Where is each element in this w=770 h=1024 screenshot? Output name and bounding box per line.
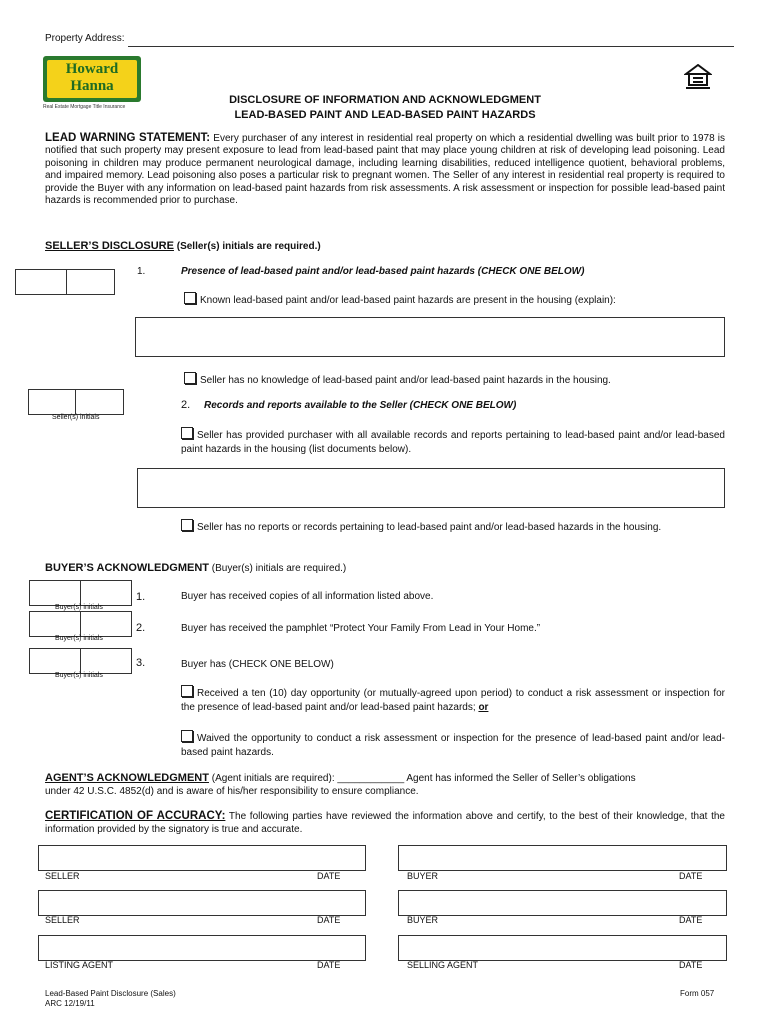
seller-signature-field-2[interactable]: [38, 890, 366, 916]
buyer-date-label-2: DATE: [679, 915, 703, 925]
buyer-initials-label-2: Buyer(s) initials: [55, 635, 103, 642]
seller-explain-field[interactable]: [135, 317, 725, 357]
agent-ack-text1: Agent has informed the Seller of Seller’s obligations: [406, 773, 636, 784]
seller-documents-field[interactable]: [137, 468, 725, 508]
seller-disclosure-heading-row: [45, 240, 321, 252]
seller-initials-box-2[interactable]: [28, 389, 124, 415]
buyer-signature-field-1[interactable]: [398, 845, 727, 871]
seller-item1-option-no-knowledge: Seller has no knowledge of lead-based paint and/or lead-based paint hazards in the housing.: [184, 372, 611, 386]
seller-date-label-1: DATE: [317, 871, 341, 881]
buyer-ack-note: (Buyer(s) initials are required.): [211, 563, 347, 574]
property-address-field[interactable]: [128, 46, 734, 47]
seller-date-label-2: DATE: [317, 915, 341, 925]
checkbox-icon[interactable]: [184, 292, 196, 304]
buyer-item2-text: Buyer has received the pamphlet “Protect Your Family From Lead in Your Home.”: [181, 623, 541, 634]
seller-item1-number: 1.: [137, 266, 146, 277]
seller-item2-option-none: Seller has no reports or records pertaining to lead-based paint and/or lead-based hazards in the housing.: [181, 519, 725, 535]
buyer-initials-box-2[interactable]: [29, 611, 132, 637]
buyer-item2-number: 2.: [136, 622, 146, 634]
seller-label-2: SELLER: [45, 915, 80, 925]
property-address-label: Property Address:: [45, 33, 125, 44]
footer-form-number: Form 057: [680, 989, 715, 998]
certification-paragraph: [45, 810, 725, 836]
agent-ack-paragraph: [45, 772, 725, 798]
title-line2: LEAD-BASED PAINT AND LEAD-BASED PAINT HAZARDS: [234, 109, 536, 121]
agent-ack-heading: AGENT’S ACKNOWLEDGMENT: [45, 772, 209, 784]
buyer-item3-option-received: Received a ten (10) day opportunity (or mutually-agreed upon period) to conduct a risk assessment or inspection for the presence of lead-based paint and/or lead-based paint hazards; or: [181, 685, 725, 714]
certification-text: The following parties have reviewed the information above and certify, to the best of their knowledge, that the information provided by the signatory is true and accurate.: [45, 811, 725, 835]
listing-agent-label: LISTING AGENT: [45, 960, 114, 970]
logo-tagline: Real Estate Mortgage Title Insurance: [43, 104, 126, 110]
buyer-label-1: BUYER: [407, 871, 439, 881]
checkbox-icon[interactable]: [184, 372, 196, 384]
buyer-initials-box-1[interactable]: [29, 580, 132, 606]
lead-warning-heading: LEAD WARNING STATEMENT:: [45, 132, 211, 144]
agent-initials-field[interactable]: ____________: [337, 773, 405, 784]
footer-revision: ARC 12/19/11: [45, 999, 95, 1008]
equal-housing-icon: [684, 64, 712, 90]
seller-disclosure-heading: SELLER’S DISCLOSURE: [45, 240, 174, 252]
checkbox-icon[interactable]: [181, 685, 193, 697]
agent-ack-note: (Agent initials are required):: [211, 773, 335, 784]
seller-label-1: SELLER: [45, 871, 80, 881]
buyer-item3-number: 3.: [136, 657, 146, 669]
buyer-ack-heading-row: [45, 562, 346, 574]
agent-ack-text2: under 42 U.S.C. 4852(d) and is aware of his/her responsibility to ensure compliance.: [45, 786, 419, 797]
lead-warning-paragraph: [45, 132, 725, 207]
checkbox-icon[interactable]: [181, 427, 193, 439]
listing-agent-signature-field[interactable]: [38, 935, 366, 961]
buyer-item3-option-waived: Waived the opportunity to conduct a risk assessment or inspection for the presence of lead-based paint and/or lead-based paint hazards.: [181, 730, 725, 759]
buyer-item3-text: Buyer has (CHECK ONE BELOW): [181, 659, 334, 670]
seller-item2-title: Records and reports available to the Seller (CHECK ONE BELOW): [204, 400, 517, 411]
selling-agent-date-label: DATE: [679, 960, 703, 970]
seller-signature-field-1[interactable]: [38, 845, 366, 871]
buyer-date-label-1: DATE: [679, 871, 703, 881]
seller-item1-option-known: Known lead-based paint and/or lead-based paint hazards are present in the housing (explain):: [184, 292, 616, 306]
buyer-item1-text: Buyer has received copies of all information listed above.: [181, 591, 434, 602]
buyer-initials-label-1: Buyer(s) initials: [55, 604, 103, 611]
logo-line2: Hanna: [70, 78, 114, 94]
buyer-ack-heading: BUYER’S ACKNOWLEDGMENT: [45, 562, 209, 574]
checkbox-icon[interactable]: [181, 730, 193, 742]
footer-form-name: Lead-Based Paint Disclosure (Sales): [45, 989, 176, 998]
seller-disclosure-note: (Seller(s) initials are required.): [176, 241, 321, 252]
buyer-signature-field-2[interactable]: [398, 890, 727, 916]
buyer-label-2: BUYER: [407, 915, 439, 925]
seller-item2-option-provided: Seller has provided purchaser with all available records and reports pertaining to lead-based paint and/or lead-based paint hazards in the housing (list documents below).: [181, 427, 725, 456]
buyer-initials-box-3[interactable]: [29, 648, 132, 674]
seller-initials-box-1[interactable]: [15, 269, 115, 295]
seller-item1-title: Presence of lead-based paint and/or lead-based paint hazards (CHECK ONE BELOW): [181, 266, 585, 277]
selling-agent-signature-field[interactable]: [398, 935, 727, 961]
seller-initials-label: Seller(s) initials: [52, 414, 100, 421]
logo-line1: Howard: [65, 61, 119, 77]
listing-agent-date-label: DATE: [317, 960, 341, 970]
checkbox-icon[interactable]: [181, 519, 193, 531]
lead-warning-text: Every purchaser of any interest in residential real property on which a residential dwelling was built prior to 1978 is notified that such property may present exposure to lead from lead-based paint that may place young children at risk of developing lead poisoning. Lead poisoning in children may produce permanent neurological damage, including learning disabilities, reduced intelligence quotient, behavioral problems, and impaired memory. Lead poisoning also poses a particular risk to pregnant women. The Seller of any interest in residential real property is required to provide the Buyer with any information on lead-based paint hazards from risk assessments. A risk assessment or inspection for possible lead-based paint hazards is recommended prior to purchase.: [45, 133, 726, 207]
seller-item2-number: 2.: [181, 399, 191, 411]
certification-heading: CERTIFICATION OF ACCURACY:: [45, 810, 226, 822]
buyer-initials-label-3: Buyer(s) initials: [55, 672, 103, 679]
buyer-item1-number: 1.: [136, 591, 146, 603]
selling-agent-label: SELLING AGENT: [407, 960, 479, 970]
title-line1: DISCLOSURE OF INFORMATION AND ACKNOWLEDGMENT: [229, 94, 541, 106]
